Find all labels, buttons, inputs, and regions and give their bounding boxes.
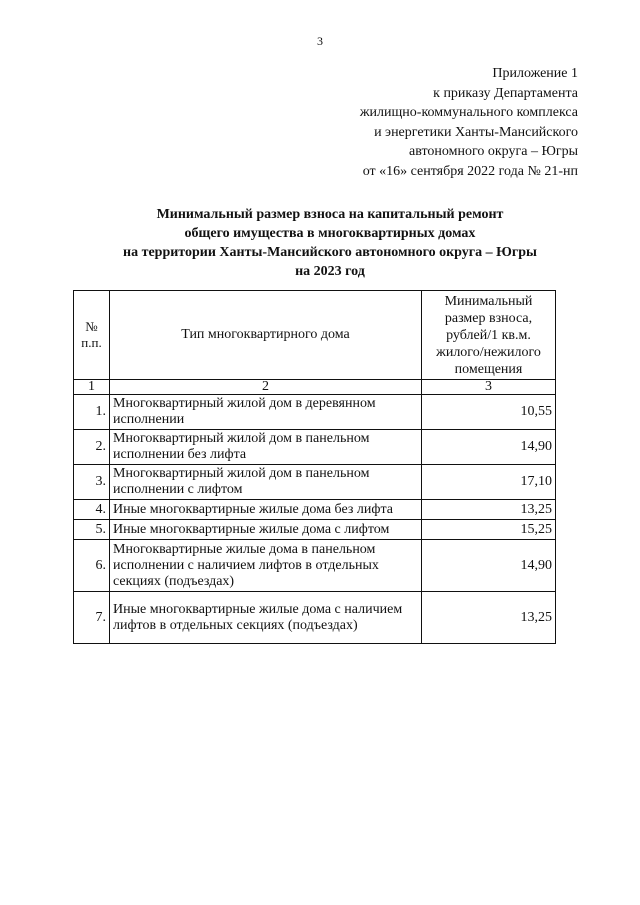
rate-value-cell: 10,55	[422, 395, 556, 430]
row-number-cell: 2.	[74, 430, 110, 465]
house-type-cell: Многоквартирный жилой дом в панельном исполнении без лифта	[110, 430, 422, 465]
row-number-cell: 4.	[74, 500, 110, 520]
column-numbers-row	[74, 380, 556, 395]
table-row	[74, 540, 556, 592]
house-type-cell: Многоквартирный жилой дом в панельном исполнении с лифтом	[110, 465, 422, 500]
house-type-cell: Иные многоквартирные жилые дома с лифтом	[110, 520, 422, 540]
rate-value-cell: 14,90	[422, 430, 556, 465]
row-number-cell: 7.	[74, 592, 110, 644]
appendix-line: автономного округа – Югры	[409, 144, 578, 159]
column-number: 2	[110, 380, 422, 395]
header-value: Минимальный размер взноса, рублей/1 кв.м. жилого/нежилого помещения	[422, 291, 556, 380]
row-number-cell: 1.	[74, 395, 110, 430]
appendix-line: к приказу Департамента	[433, 85, 578, 101]
header-number-symbol: №	[85, 319, 98, 334]
appendix-line: жилищно-коммунального комплекса	[359, 105, 578, 120]
rate-value-cell: 17,10	[422, 465, 556, 500]
appendix-line: и энергетики Ханты-Мансийского	[374, 124, 578, 140]
title-line: на территории Ханты-Мансийского автономного округа – Югры	[123, 245, 537, 260]
table-row	[74, 430, 556, 465]
rate-value-cell: 15,25	[422, 520, 556, 540]
rate-value-cell: 13,25	[422, 592, 556, 644]
house-type-cell: Иные многоквартирные жилые дома без лифта	[110, 500, 422, 520]
title-line: Минимальный размер взноса на капитальный ремонт	[156, 207, 504, 222]
table-row	[74, 520, 556, 540]
appendix-line: Приложение 1	[492, 66, 578, 81]
row-number-cell: 5.	[74, 520, 110, 540]
table-row	[74, 500, 556, 520]
title-line: общего имущества в многоквартирных домах	[184, 226, 476, 241]
page-number: 3	[317, 34, 323, 48]
header-number	[74, 291, 110, 380]
appendix-line: от «16» сентября 2022 года № 21-нп	[362, 163, 578, 179]
table-row	[74, 465, 556, 500]
appendix-block	[248, 64, 578, 181]
header-type: Тип многоквартирного дома	[110, 291, 422, 380]
column-number: 1	[74, 380, 110, 395]
document-title	[0, 205, 640, 281]
house-type-cell: Иные многоквартирные жилые дома с наличием лифтов в отдельных секциях (подъездах)	[110, 592, 422, 644]
rate-value-cell: 14,90	[422, 540, 556, 592]
title-line: на 2023 год	[295, 264, 365, 279]
rate-value-cell: 13,25	[422, 500, 556, 520]
house-type-cell: Многоквартирные жилые дома в панельном исполнении с наличием лифтов в отдельных секциях (подъездах)	[110, 540, 422, 592]
table-row	[74, 592, 556, 644]
table-header-row	[74, 291, 556, 380]
column-number: 3	[422, 380, 556, 395]
row-number-cell: 3.	[74, 465, 110, 500]
row-number-cell: 6.	[74, 540, 110, 592]
table-row	[74, 395, 556, 430]
header-number-abbr: п.п.	[81, 335, 102, 350]
rates-table	[73, 290, 556, 644]
house-type-cell: Многоквартирный жилой дом в деревянном исполнении	[110, 395, 422, 430]
